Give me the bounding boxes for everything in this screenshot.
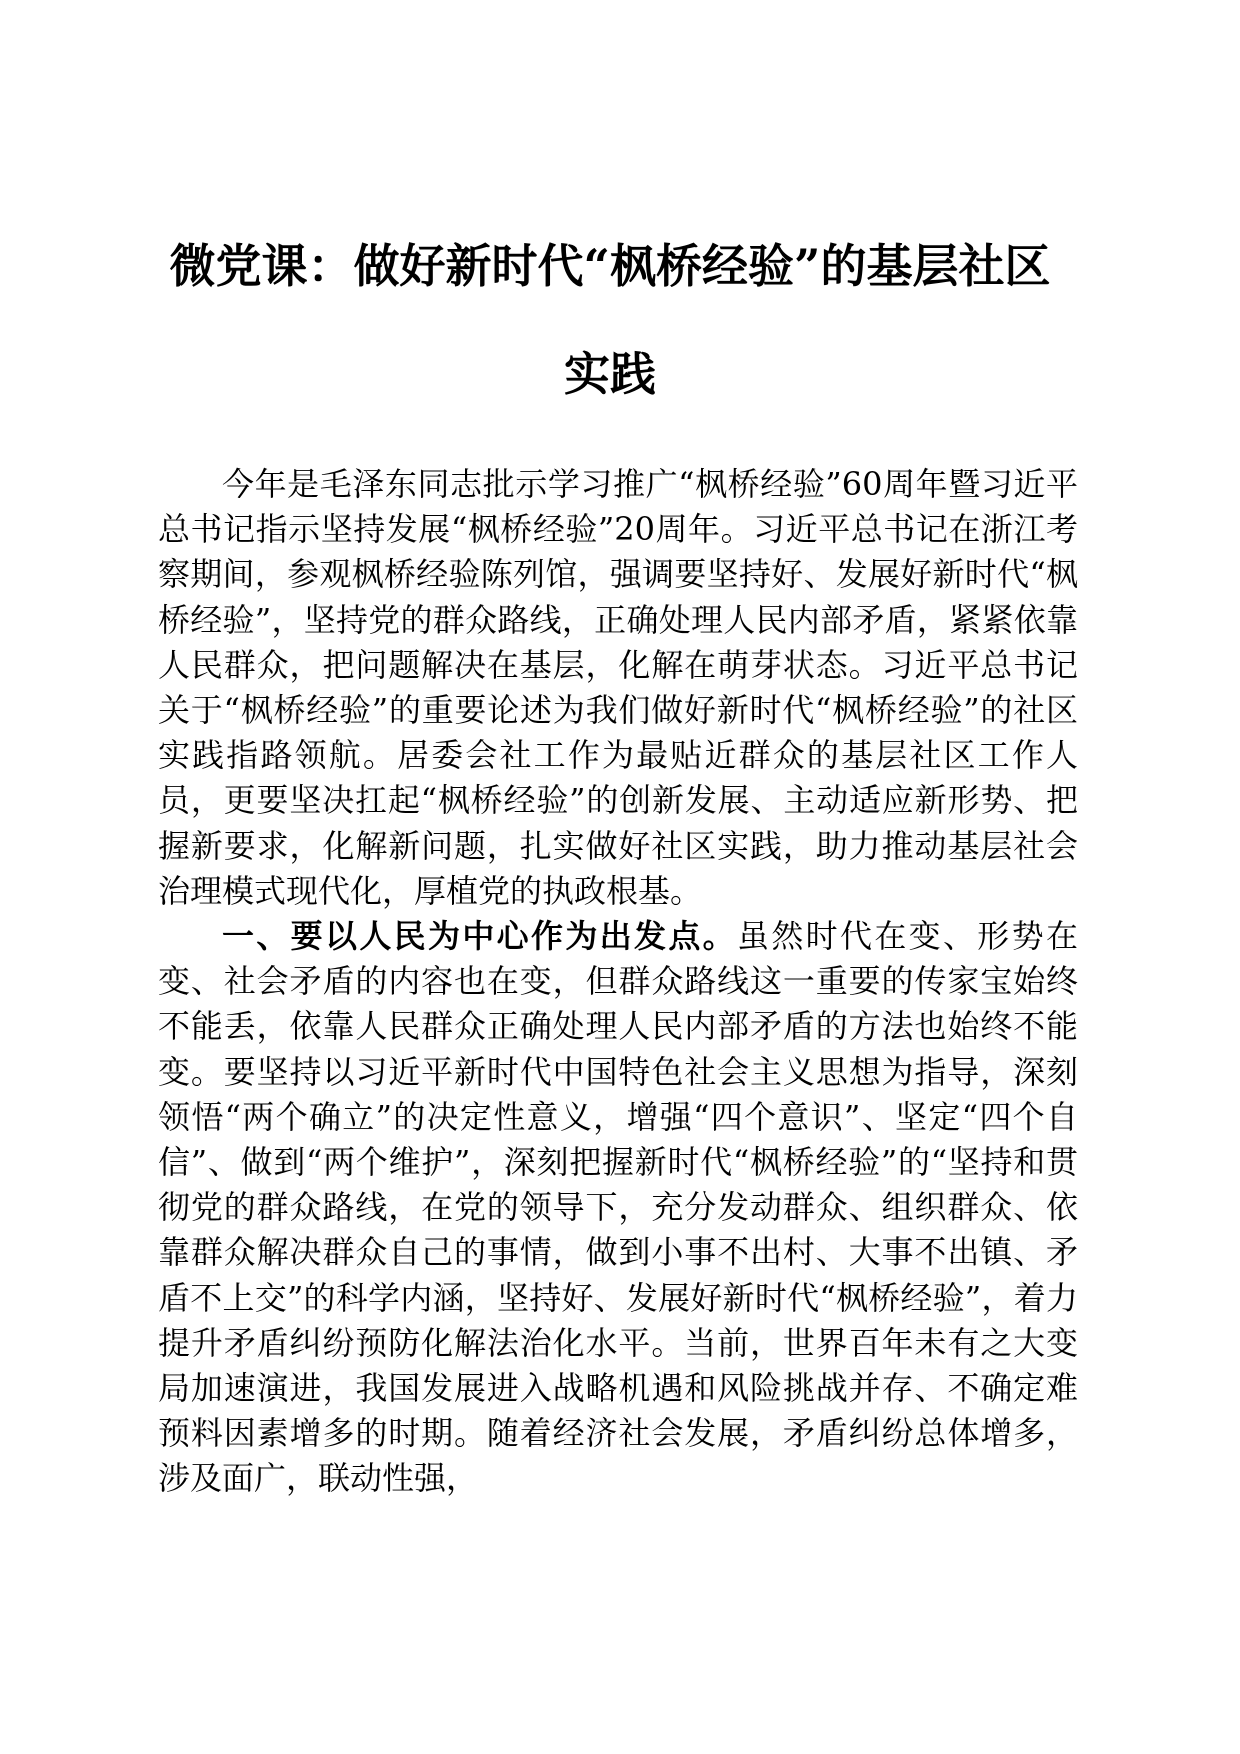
section-1-text: 虽然时代在变、形势在变、社会矛盾的内容也在变，但群众路线这一重要的传家宝始终不能丢，依靠人民群众正确处理人民内部矛盾的方法也始终不能变。要坚持以习近平新时代中国特色社会主义思想为指导，深刻领悟“两个确立”的决定性意义，增强“四个意识”、坚定“四个自信”、做到“两个维护”，深刻把握新时代“枫桥经验”的“坚持和贯彻党的群众路线，在党的领导下，充分发动群众、组织群众、依靠群众解决群众自己的事情，做到小事不出村、大事不出镇、矛盾不上交”的科学内涵，坚持好、发展好新时代“枫桥经验”，着力提升矛盾纠纷预防化解法治化水平。当前，世界百年未有之大变局加速演进，我国发展进入战略机遇和风险挑战并存、不确定难预料因素增多的时期。随着经济社会发展，矛盾纠纷总体增多，涉及面广，联动性强， bbox=[158, 917, 1078, 1498]
document-title-line-2: 实践 bbox=[564, 347, 656, 401]
section-1-heading: 一、要以人民为中心作为出发点。 bbox=[222, 917, 737, 956]
document-body bbox=[158, 462, 1078, 1502]
intro-paragraph: 今年是毛泽东同志批示学习推广“枫桥经验”60周年暨习近平总书记指示坚持发展“枫桥经验”20周年。习近平总书记在浙江考察期间，参观枫桥经验陈列馆，强调要坚持好、发展好新时代“枫桥经验”，坚持党的群众路线，正确处理人民内部矛盾，紧紧依靠人民群众，把问题解决在基层，化解在萌芽状态。习近平总书记关于“枫桥经验”的重要论述为我们做好新时代“枫桥经验”的社区实践指路领航。居委会社工作为最贴近群众的基层社区工作人员，更要坚决扛起“枫桥经验”的创新发展、主动适应新形势、把握新要求，化解新问题，扎实做好社区实践，助力推动基层社会治理模式现代化，厚植党的执政根基。 bbox=[158, 465, 1078, 910]
section-1-paragraph bbox=[158, 914, 1078, 1502]
document-title-line-1: 微党课：做好新时代“枫桥经验”的基层社区 bbox=[169, 239, 1051, 293]
